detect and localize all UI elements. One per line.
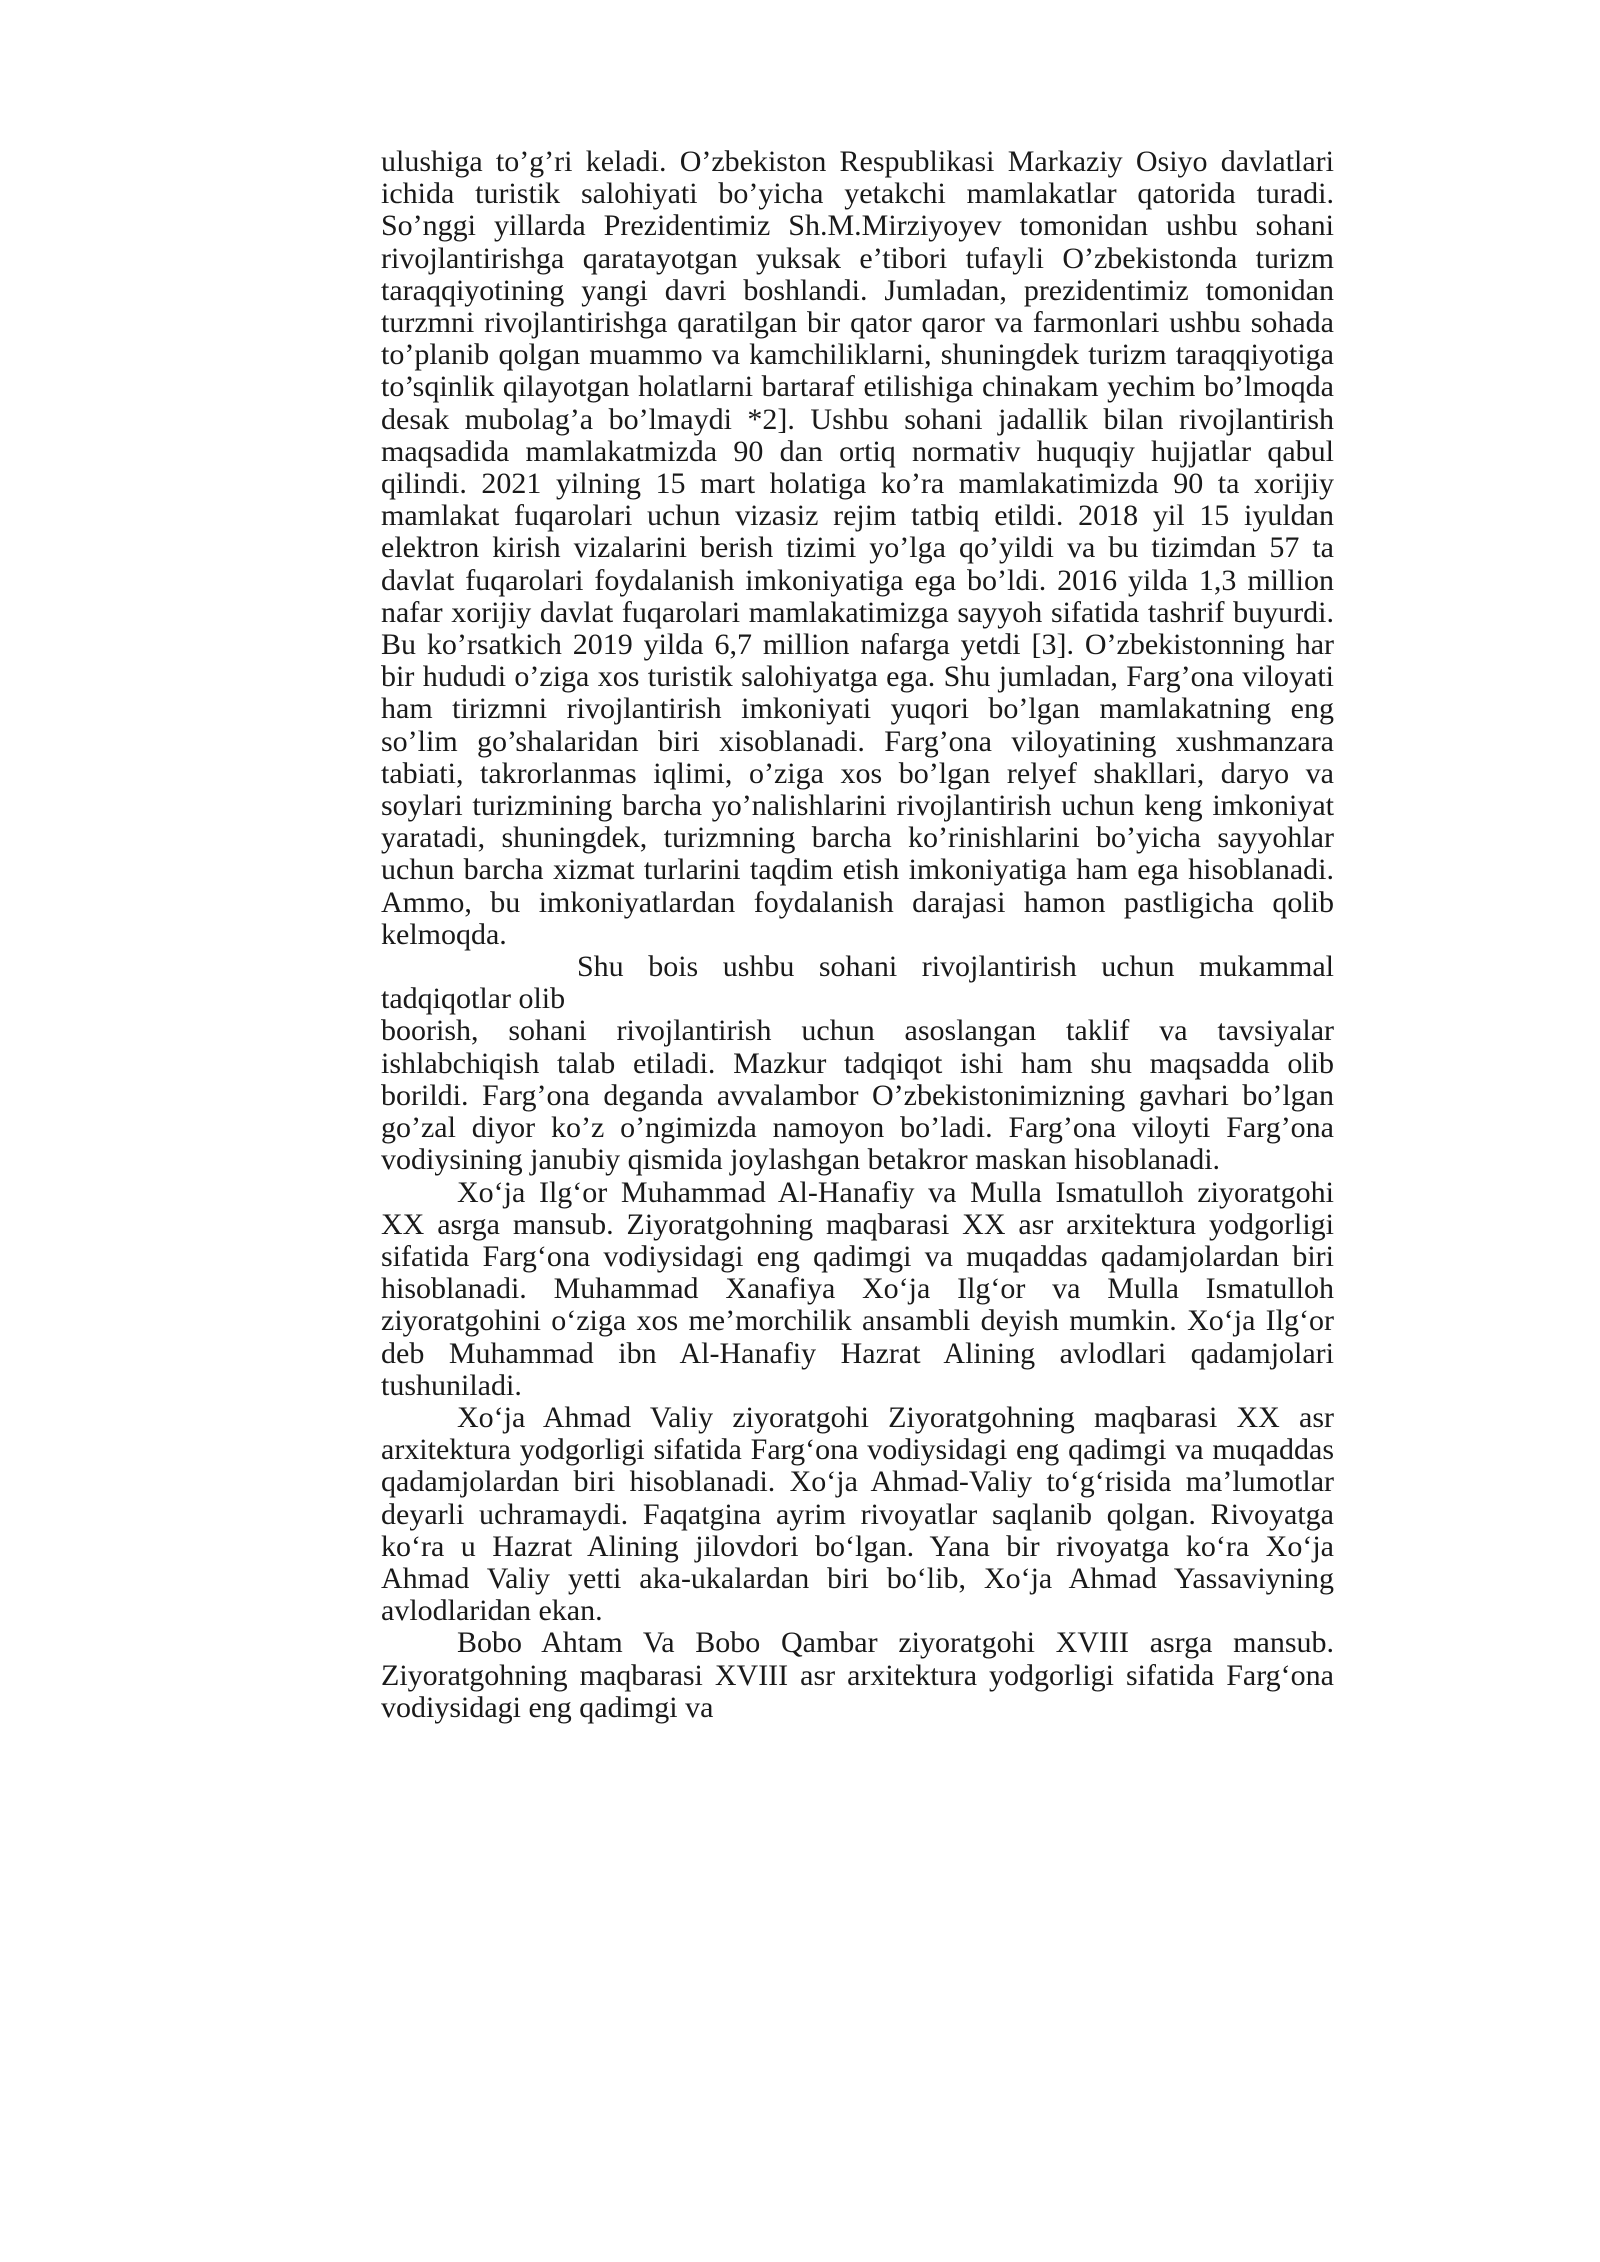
paragraph-research-need: Shu bois ushbu sohani rivojlantirish uchun mukammal tadqiqotlar olib (381, 950, 1334, 1016)
paragraph-bobo-ahtam: Bobo Ahtam Va Bobo Qambar ziyoratgohi XVIII asrga mansub. Ziyoratgohning maqbarasi XVIII asr arxitektura yodgorligi sifatida Farg‘ona vodiysidagi eng qadimgi va (381, 1626, 1334, 1724)
body-text (381, 146, 1334, 1724)
paragraph-xoja-ahmad-valiy: Xo‘ja Ahmad Valiy ziyoratgohi Ziyoratgohning maqbarasi XX asr arxitektura yodgorligi sifatida Farg‘ona vodiysidagi eng qadimgi va muqaddas qadamjolardan biri hisoblanadi. Xo‘ja Ahmad-Valiy to‘g‘risida ma’lumotlar deyarli uchramaydi. Faqatgina ayrim rivoyatlar saqlanib qolgan. Rivoyatga ko‘ra u Hazrat Alining jilovdori bo‘lgan. Yana bir rivoyatga ko‘ra Xo‘ja Ahmad Valiy yetti aka-ukalardan biri bo‘lib, Xo‘ja Ahmad Yassaviyning avlodlaridan ekan. (381, 1400, 1334, 1628)
paragraph-xoja-ilgor: Xo‘ja Ilg‘or Muhammad Al-Hanafiy va Mulla Ismatulloh ziyoratgohi XX asrga mansub. Ziyoratgohning maqbarasi XX asr arxitektura yodgorligi sifatida Farg‘ona vodiysidagi eng qadimgi va muqaddas qadamjolardan biri hisoblanadi. Muhammad Xanafiya Xo‘ja Ilg‘or va Mulla Ismatulloh ziyoratgohini o‘ziga xos me’morchilik ansambli deyish mumkin. Xo‘ja Ilg‘or deb Muhammad ibn Al-Hanafiy Hazrat Alining avlodlari qadamjolari tushuniladi. (381, 1175, 1334, 1402)
paragraph-tourism-overview: ulushiga to’g’ri keladi. O’zbekiston Respublikasi Markaziy Osiyo davlatlari ichida turistik salohiyati bo’yicha yetakchi mamlakatlar qatorida turadi. So’nggi yillarda Prezidentimiz Sh.M.Mirziyoyev tomonidan ushbu sohani rivojlantirishga qaratayotgan yuksak e’tibori tufayli O’zbekistonda turizm taraqqiyotining yangi davri boshlandi. Jumladan, prezidentimiz tomonidan turzmni rivojlantirishga qaratilgan bir qator qaror va farmonlari ushbu sohada to’planib qolgan muammo va kamchiliklarni, shuningdek turizm taraqqiyotiga to’sqinlik qilayotgan holatlarni bartaraf etilishiga chinakam yechim bo’lmoqda desak mubolag’a bo’lmaydi *2]. Ushbu sohani jadallik bilan rivojlantirish maqsadida mamlakatmizda 90 dan ortiq normativ huquqiy hujjatlar qabul qilindi. 2021 yilning 15 mart holatiga ko’ra mamlakatimizda 90 ta xorijiy mamlakat fuqarolari uchun vizasiz rejim tatbiq etildi. 2018 yil 15 iyuldan elektron kirish vizalarini berish tizimi yo’lga qo’yildi va bu tizimdan 57 ta davlat fuqarolari foydalanish imkoniyatiga ega bo’ldi. 2016 yilda 1,3 million nafar xorijiy davlat fuqarolari mamlakatimizga sayyoh sifatida tashrif buyurdi. Bu ko’rsatkich 2019 yilda 6,7 million nafarga yetdi [3]. O’zbekistonning har bir hududi o’ziga xos turistik salohiyatga ega. Shu jumladan, Farg’ona viloyati ham tirizmni rivojlantirish imkoniyati yuqori bo’lgan mamlakatning eng so’lim go’shalaridan biri xisoblanadi. Farg’ona viloyatining xushmanzara tabiati, takrorlanmas iqlimi, o’ziga xos bo’lgan relyef shakllari, daryo va soylari turizmining barcha yo’nalishlarini rivojlantirish uchun keng imkoniyat yaratadi, shuningdek, turizmning barcha ko’rinishlarini bo’yicha sayyohlar uchun barcha xizmat turlarini taqdim etish imkoniyatiga ham ega hisoblanadi. Ammo, bu imkoniyatlardan foydalanish darajasi hamon pastligicha qolib kelmoqda. (381, 145, 1334, 951)
paragraph-research-purpose: boorish, sohani rivojlantirish uchun asoslangan taklif va tavsiyalar ishlabchiqish talab etiladi. Mazkur tadqiqot ishi ham shu maqsadda olib borildi. Farg’ona deganda avvalambor O’zbekistonimizning gavhari bo’lgan go’zal diyor ko’z o’ngimizda namoyon bo’ladi. Farg’ona viloyti Farg’ona vodiysining janubiy qismida joylashgan betakror maskan hisoblanadi. (381, 1014, 1334, 1177)
